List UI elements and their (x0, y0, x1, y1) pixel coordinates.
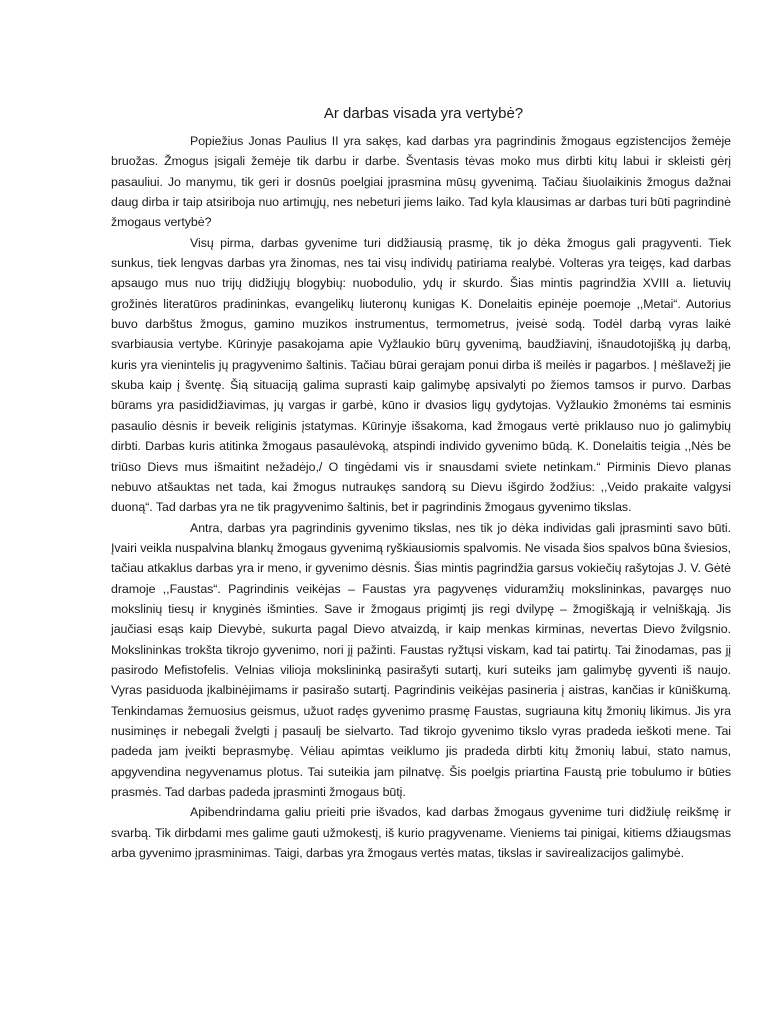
document-title: Ar darbas visada yra vertybė? (323, 105, 524, 122)
document-body (111, 104, 731, 863)
paragraph-first-argument: Visų pirma, darbas gyvenime turi didžiausią prasmę, tik jo dėka žmogus gali pragyventi. Tiek sunkus, tiek lengvas darbas yra žinomas, nes tai visų individų patiriama realybė. Volteras yra teigęs, kad darbas apsaugo mus nuo trijų didžiųjų blogybių: nuobodulio, ydų ir skurdo. Šias mintis pagrindžia XVIII a. lietuvių grožinės literatūros pradininkas, evangelikų liuteronų kunigas K. Donelaitis epinėje poemoje ,,Metai“. Autorius buvo darbštus žmogus, gamino muzikos instrumentus, termometrus, įveisė sodą. Todėl darbą vyras laikė svarbiausia vertybe. Kūrinyje pasakojama apie Vyžlaukio būrų gyvenimą, baudžiavinį, išnaudotojišką jų darbą, kuris yra vienintelis jų pragyvenimo šaltinis. Tačiau būrai gerajam ponui dirba iš meilės ir pagarbos. Į mėšlavežį jie skuba kaip į šventę. Šią situaciją galima suprasti kaip galimybę apsivalyti po žiemos tamsos ir purvo. Darbas būrams yra pasididžiavimas, jų vargas ir garbė, kūno ir dvasios ligų gydytojas. Vyžlaukio žmonėms tai esminis pasaulio dėsnis ir beveik religinis įstatymas. Kūrinyje išsakoma, kad žmogaus vertė priklauso nuo jo galimybių dirbti. Darbas kuris atitinka žmogaus pasaulėvoką, atspindi individo gyvenimo būdą. K. Donelaitis teigia ,,Nės be triūso Dievs mus išmaitint nežadėjo,/ O tingėdami vis ir snausdami sviete netinkam.“ Pirminis Dievo planas nebuvo atšauktas net tada, kai žmogus nutraukęs sandorą su Dievu išgirdo žodžius: ,,Veido prakaite valgysi duoną“. Tad darbas yra ne tik pragyvenimo šaltinis, bet ir pagrindinis žmogaus gyvenimo tikslas. (111, 235, 731, 515)
paragraph-introduction: Popiežius Jonas Paulius II yra sakęs, kad darbas yra pagrindinis žmogaus egzistencijos žemėje bruožas. Žmogus įsigali žemėje tik darbu ir darbe. Šventasis tėvas moko mus dirbti kitų labui ir skleisti gėrį pasauliui. Jo manymu, tik geri ir dosnūs poelgiai įprasmina mūsų gyvenimą. Tačiau šiuolaikinis žmogus dažnai daug dirba ir taip atsiriboja nuo artimųjų, nes nebeturi jiems laiko. Tad kyla klausimas ar darbas turi būti pagrindinė žmogaus vertybė? (111, 134, 731, 230)
paragraph-second-argument: Antra, darbas yra pagrindinis gyvenimo tikslas, nes tik jo dėka individas gali įprasminti savo būti. Įvairi veikla nuspalvina blankų žmogaus gyvenimą ryškiausiomis spalvomis. Ne visada šios spalvos būna šviesios, tačiau atkaklus darbas yra ir meno, ir gyvenimo dėsnis. Šias mintis pagrindžia garsus vokiečių rašytojas J. V. Gėtė dramoje ,,Faustas“. Pagrindinis veikėjas – Faustas yra pagyvenęs viduramžių mokslininkas, pavargęs nuo mokslinių tiesų ir knyginės išminties. Save ir žmogaus prigimtį jis regi dvilypę – žmogiškąją ir velniškąją. Jis jaučiasi esąs kaip Dievybė, sukurta pagal Dievo atvaizdą, ir kaip menkas kirminas, nevertas Dievo žvilgsnio. Mokslininkas trokšta tikrojo gyvenimo, nori jį pažinti. Faustas ryžtųsi viskam, kad tai patirtų. Tai žinodamas, pas jį pasirodo Mefistofelis. Velnias vilioja mokslininką pasirašyti sutartį, kuri suteiks jam galimybę gyventi iš naujo. Vyras pasiduoda įkalbinėjimams ir pasirašo sutartį. Pagrindinis veikėjas pasineria į aistras, kančias ir kūniškumą. Tenkindamas žemuosius geismus, užuot radęs gyvenimo prasmę Faustas, sugriauna kitų žmonių likimus. Jis yra nusiminęs ir nebegali žvelgti į pasaulį be sielvarto. Tad tikrojo gyvenimo tikslo vyras pradeda ieškoti mene. Tai padeda jam įveikti beprasmybę. Vėliau apimtas veiklumo jis pradeda dirbti kitų žmonių labui, stato namus, apgyvendina negyvenamus plotus. Tai suteikia jam pilnatvę. Šis poelgis priartina Faustą prie tobulumo ir būties prasmės. Tad darbas padeda įprasminti žmogaus būtį. (111, 520, 731, 799)
paragraph-conclusion: Apibendrindama galiu prieiti prie išvados, kad darbas žmogaus gyvenime turi didžiulę reikšmę ir svarbą. Tik dirbdami mes galime gauti užmokestį, iš kurio pragyvename. Vieniems tai pinigai, kitiems džiaugsmas arba gyvenimo įprasminimas. Taigi, darbas yra žmogaus vertės matas, tikslas ir savirealizacijos galimybė. (111, 805, 731, 861)
